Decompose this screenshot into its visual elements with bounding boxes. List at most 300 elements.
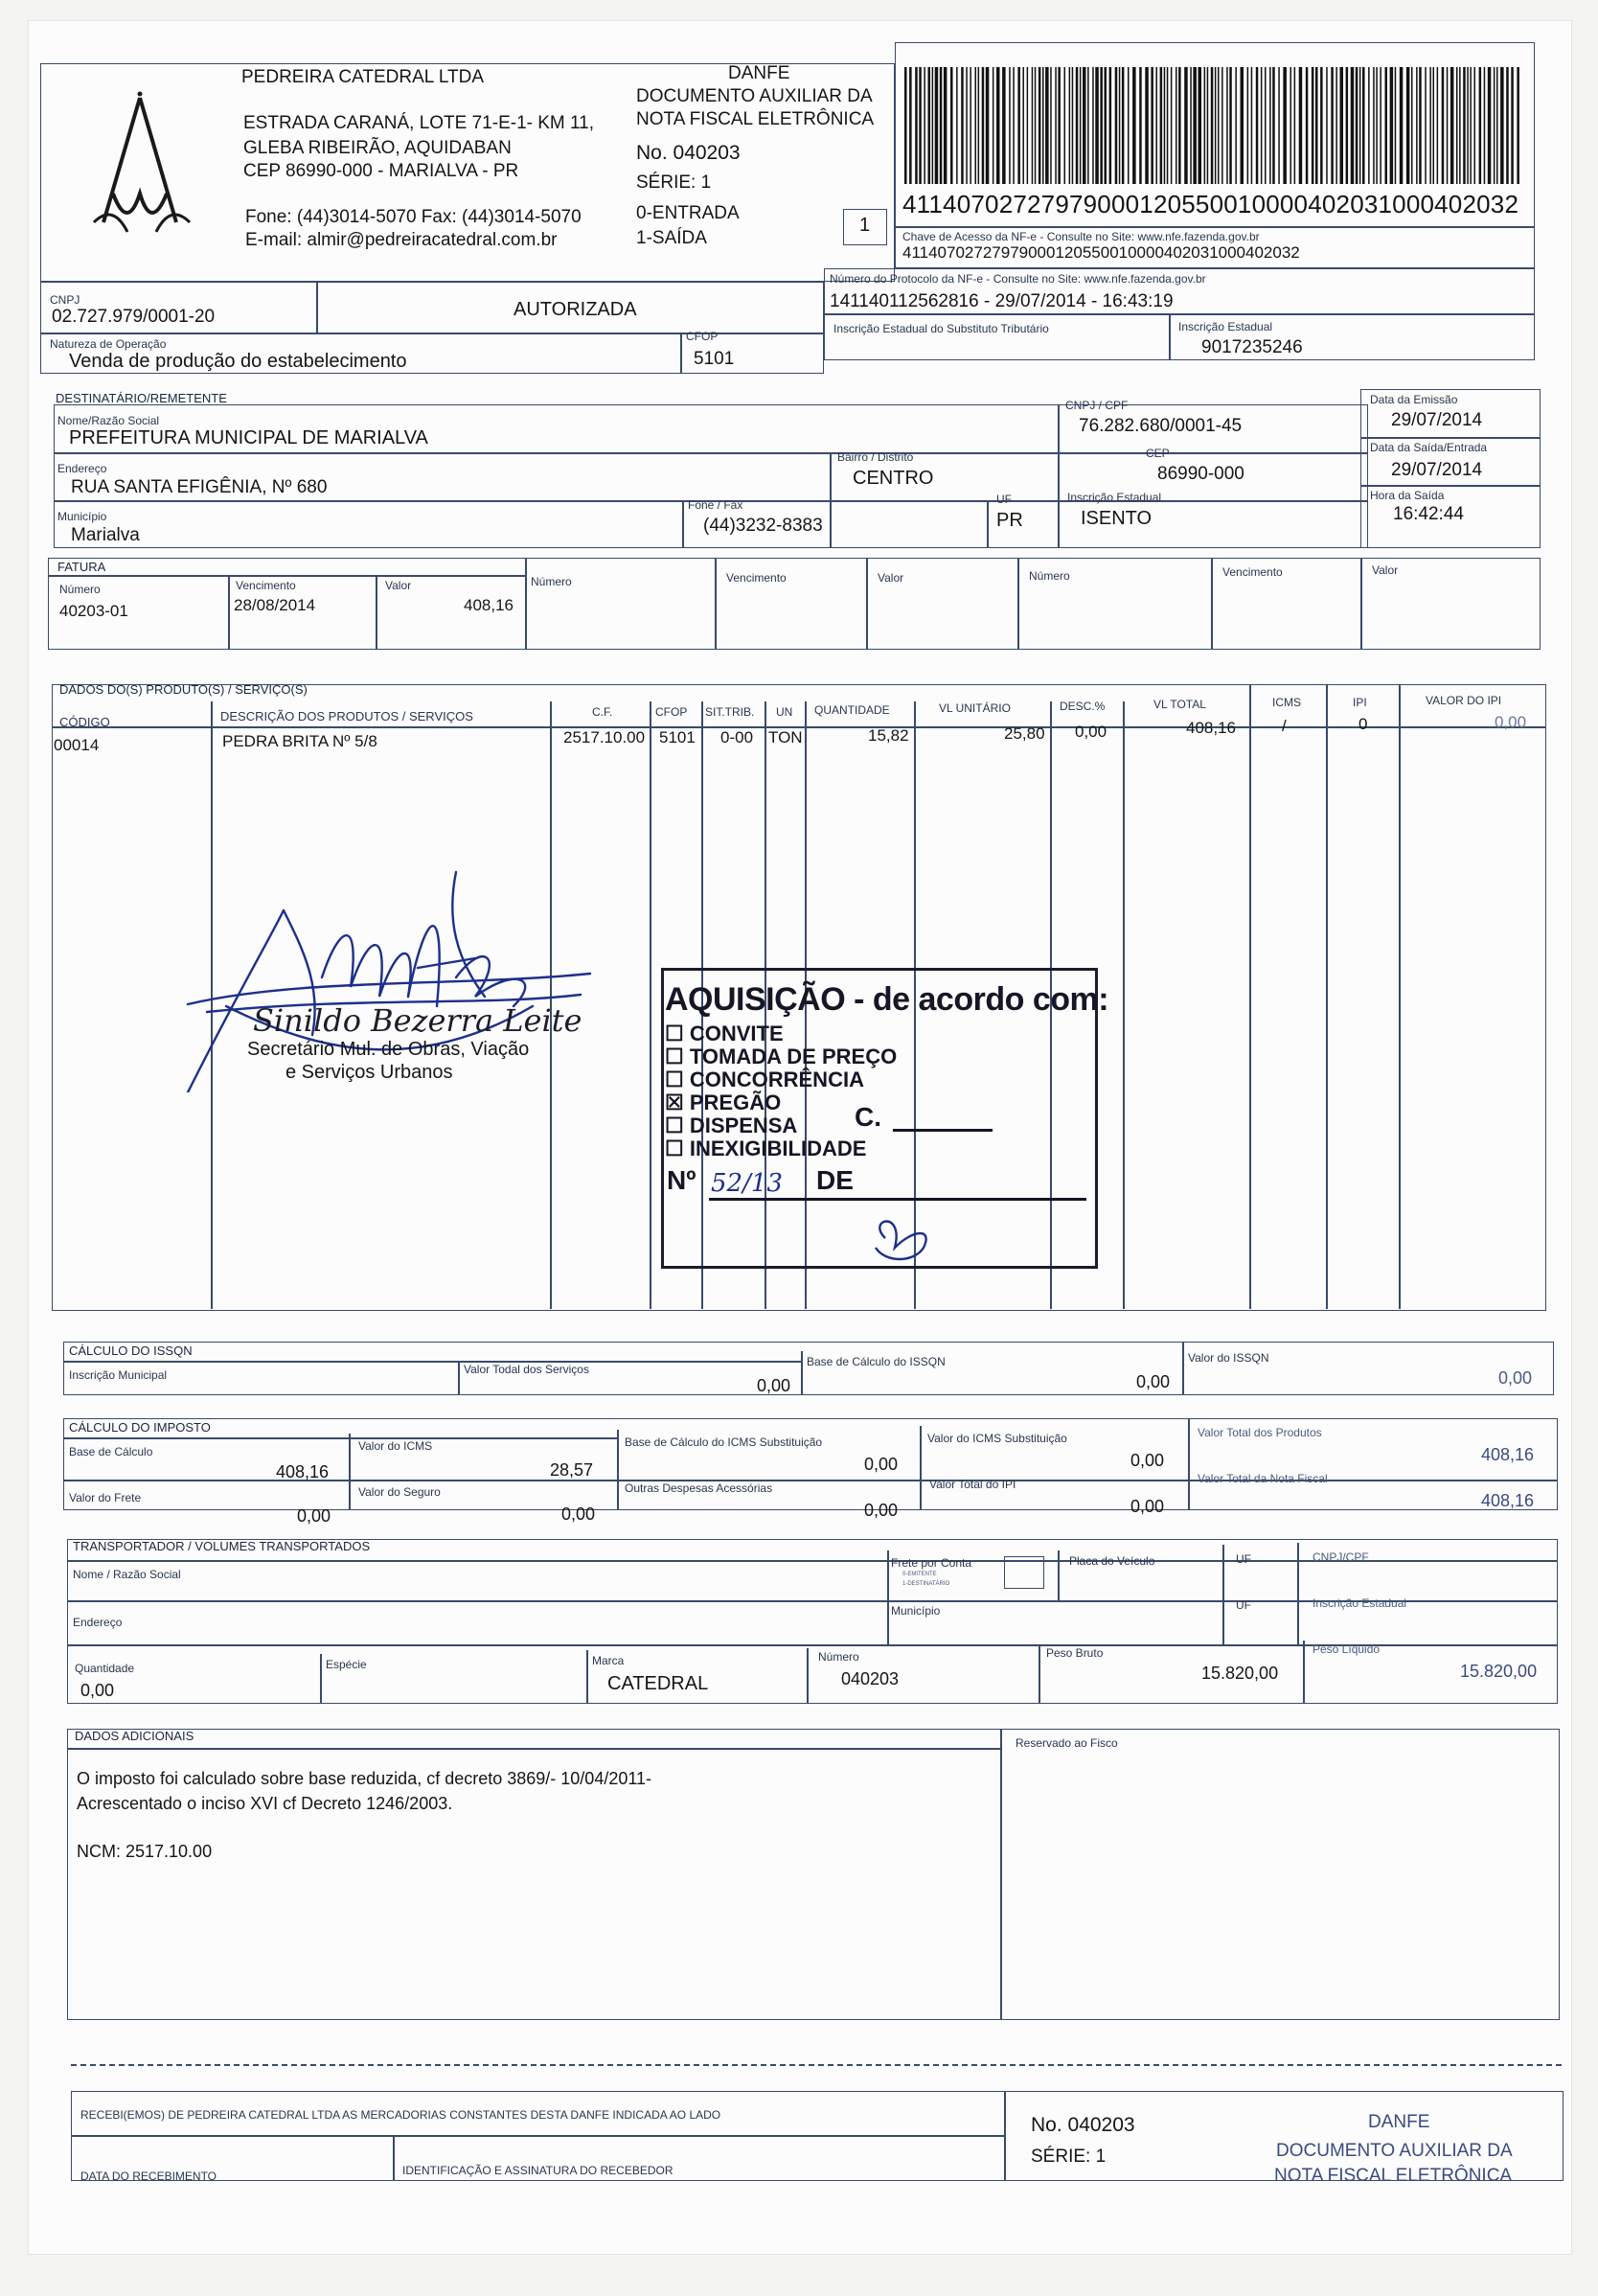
transp-uf2-label: UF [1236, 1598, 1251, 1612]
transp-frete-opt-2: 1-DESTINATÁRIO [902, 1581, 950, 1587]
barcode-bar [1373, 67, 1375, 184]
imp-base-st-label: Base de Cálculo do ICMS Substituição [625, 1435, 823, 1449]
barcode-bar [1235, 67, 1237, 184]
barcode-bar [1306, 67, 1309, 184]
barcode-bar [1064, 67, 1066, 184]
dest-ie-value: ISENTO [1081, 508, 1153, 529]
divider [1249, 684, 1251, 1309]
barcode-bar [961, 67, 964, 184]
barcode-bar [1164, 67, 1166, 184]
barcode-bar [1156, 67, 1158, 184]
divider [920, 1426, 922, 1510]
item-sit-trib: 0-00 [720, 728, 754, 746]
col-descricao: DESCRIÇÃO DOS PRODUTOS / SERVIÇOS [220, 709, 473, 723]
divider [1360, 558, 1362, 650]
item-valor-ipi: 0,00 [1495, 713, 1527, 731]
barcode-bar [978, 67, 980, 184]
barcode-bar [1312, 67, 1314, 184]
signature-role-2: e Serviços Urbanos [285, 1062, 453, 1083]
barcode-bar [1145, 67, 1149, 184]
barcode-bar [1058, 67, 1061, 184]
item-icms: / [1282, 717, 1287, 735]
danfe-serie: SÉRIE: 1 [636, 172, 712, 193]
barcode-bar [928, 67, 931, 184]
saida-label: Data da Saída/Entrada [1370, 441, 1488, 454]
divider [67, 1748, 1002, 1750]
barcode-bar [1080, 67, 1082, 184]
issqn-im-label: Inscrição Municipal [69, 1368, 168, 1382]
barcode-bar [932, 67, 934, 184]
divider [320, 1654, 322, 1704]
dest-bairro-value: CENTRO [853, 468, 934, 489]
barcode-bar [1002, 67, 1006, 184]
barcode-bar [1299, 67, 1303, 184]
barcode-bar [986, 67, 990, 184]
access-key-barcode [904, 67, 1523, 188]
dest-ie-label: Inscrição Estadual [1067, 491, 1162, 504]
barcode-bar [1087, 67, 1089, 184]
barcode-bar [1247, 67, 1249, 184]
imp-ipi-label: Valor Total do IPI [929, 1478, 1016, 1491]
transp-frete-checkbox[interactable] [1004, 1556, 1044, 1589]
signature-name: Sinildo Bezerra Leite [253, 1002, 582, 1039]
stamp-option-6: ☐ INEXIGIBILIDADE [665, 1137, 867, 1160]
col-ipi: IPI [1353, 696, 1367, 709]
barcode-bar [1320, 67, 1323, 184]
dest-cnpj-value: 76.282.680/0001-45 [1079, 416, 1243, 436]
divider [228, 575, 230, 650]
barcode-bar [1511, 67, 1514, 184]
ie-label: Inscrição Estadual [1178, 320, 1273, 333]
canhoto-recebemos: RECEBI(EMOS) DE PEDREIRA CATEDRAL LTDA AS MERCADORIAS CONSTANTES DESTA DANFE INDICADA AO LADO [80, 2108, 721, 2122]
barcode-bar [1359, 67, 1361, 184]
item-codigo: 00014 [54, 736, 100, 754]
barcode-bar [1160, 67, 1163, 184]
barcode-bar [1459, 67, 1461, 184]
divider [586, 1650, 588, 1704]
imp-icms-st-label: Valor do ICMS Substituição [927, 1432, 1067, 1445]
fatura-venc2-label: Vencimento [726, 571, 787, 585]
transp-marca-label: Marca [592, 1654, 625, 1667]
canhoto-data-label: DATA DO RECEBIMENTO [80, 2170, 217, 2183]
stamp-de-label: DE [816, 1165, 854, 1195]
barcode-bar [1076, 67, 1079, 184]
barcode-bar [1119, 67, 1121, 184]
danfe-saida: 1-SAÍDA [636, 228, 707, 248]
issqn-servicos-label: Valor Todal dos Serviços [464, 1363, 589, 1376]
divider [807, 1648, 809, 1704]
dest-endereco-label: Endereço [57, 462, 107, 475]
col-icms: ICMS [1272, 696, 1301, 709]
barcode-bar [1470, 67, 1472, 184]
item-cfop: 5101 [659, 728, 696, 746]
transp-qtd-value: 0,00 [80, 1681, 115, 1700]
barcode-bar [1488, 67, 1492, 184]
divider [715, 558, 717, 650]
barcode-bar [1500, 67, 1504, 184]
barcode-bar [956, 67, 958, 184]
dest-fone-label: Fone / Fax [688, 498, 743, 512]
natureza-value: Venda de produção do estabelecimento [69, 351, 407, 372]
imp-icms-label: Valor do ICMS [358, 1439, 433, 1453]
barcode-bar [940, 67, 943, 184]
barcode-bar [1017, 67, 1020, 184]
company-logo [84, 88, 199, 241]
col-un: UN [776, 705, 793, 719]
emitter-name: PEDREIRA CATEDRAL LTDA [241, 67, 485, 87]
stamp-option-1-label: CONVITE [689, 1022, 784, 1045]
stamp-date-line [709, 1198, 1086, 1201]
barcode-bar [1385, 67, 1388, 184]
dest-cnpj-label: CNPJ / CPF [1065, 399, 1129, 412]
barcode-bar [1494, 67, 1495, 184]
divider [1222, 1545, 1224, 1644]
divider [617, 1430, 619, 1510]
barcode-bar [915, 67, 918, 184]
stamp-c-line [893, 1129, 993, 1132]
barcode-bar [1055, 67, 1057, 184]
barcode-bar [1395, 67, 1397, 184]
cnpj-label: CNPJ [50, 293, 80, 307]
barcode-bar [1272, 67, 1275, 184]
item-descricao: PEDRA BRITA Nº 5/8 [222, 732, 377, 750]
stamp-option-6-label: INEXIGIBILIDADE [689, 1137, 867, 1160]
barcode-bar [1115, 67, 1118, 184]
issqn-servicos-value: 0,00 [757, 1376, 791, 1395]
dest-uf-value: PR [996, 510, 1023, 531]
fatura-venc3-label: Vencimento [1222, 565, 1283, 579]
barcode-bar [1456, 67, 1458, 184]
stamp-option-5-label: DISPENSA [689, 1114, 798, 1137]
barcode-bar [1356, 67, 1358, 184]
imp-base-st-value: 0,00 [864, 1455, 899, 1474]
adicionais-line-2: Acrescentado o inciso XVI cf Decreto 1246/2003. [77, 1794, 453, 1813]
divider [1326, 684, 1328, 1309]
emitter-email: E-mail: almir@pedreiracatedral.com.br [245, 230, 558, 250]
barcode-bar [1193, 67, 1197, 184]
barcode-bar [1269, 67, 1271, 184]
barcode-bar [909, 67, 912, 184]
canhoto-numero: No. 040203 [1031, 2114, 1135, 2136]
item-vl-unitario: 25,80 [1004, 724, 1045, 743]
barcode-bar [1411, 67, 1413, 184]
imp-frete-value: 0,00 [297, 1506, 331, 1526]
barcode-bar [1340, 67, 1344, 184]
danfe-entrada: 0-ENTRADA [636, 203, 740, 223]
divider [682, 500, 684, 548]
barcode-bar [1092, 67, 1094, 184]
barcode-bar [904, 67, 907, 184]
col-quantidade: QUANTIDADE [814, 703, 890, 717]
destinatario-section-title: DESTINATÁRIO/REMETENTE [56, 391, 227, 405]
divider [48, 575, 527, 577]
imp-icms-value: 28,57 [550, 1460, 594, 1480]
barcode-bar [1167, 67, 1169, 184]
initials-mark [866, 1209, 943, 1263]
divider [866, 558, 868, 650]
barcode-bar [1331, 67, 1334, 184]
fatura-valor2-label: Valor [878, 571, 904, 585]
barcode-bar [1221, 67, 1223, 184]
fisco-label: Reservado ao Fisco [1016, 1736, 1118, 1750]
transp-qtd-label: Quantidade [75, 1662, 135, 1675]
barcode-bar [950, 67, 953, 184]
col-vl-unitario: VL UNITÁRIO [939, 701, 1011, 715]
emitter-address-3: CEP 86990-000 - MARIALVA - PR [243, 161, 519, 181]
divider [1058, 452, 1060, 548]
issqn-base-label: Base de Cálculo do ISSQN [807, 1355, 946, 1368]
fatura-valor-value: 408,16 [464, 596, 514, 614]
barcode-bar [1506, 67, 1509, 184]
divider [1058, 1550, 1060, 1600]
barcode-bar [1042, 67, 1044, 184]
barcode-bar [1218, 67, 1220, 184]
barcode-bar [1226, 67, 1228, 184]
barcode-bar [1351, 67, 1355, 184]
dest-bairro-label: Bairro / Distrito [837, 450, 914, 464]
stamp-option-2: ☐ TOMADA DE PREÇO [665, 1045, 898, 1068]
canhoto-danfe-3: NOTA FISCAL ELETRÔNICA [1274, 2166, 1513, 2186]
transp-cnpj-label: CNPJ/CPF [1313, 1550, 1369, 1564]
item-cf: 2517.10.00 [563, 728, 646, 746]
stamp-title: AQUISIÇÃO - de acordo com: [665, 981, 1109, 1018]
emitter-address-1: ESTRADA CARANÁ, LOTE 71-E-1- KM 11, [243, 113, 595, 133]
barcode-bar [924, 67, 925, 184]
barcode-bar [1045, 67, 1049, 184]
item-quantidade: 15,82 [868, 726, 909, 745]
stamp-numero-value: 52/13 [711, 1169, 783, 1198]
dest-cep-value: 86990-000 [1157, 464, 1244, 484]
imp-seguro-value: 0,00 [561, 1504, 596, 1524]
transp-endereco-label: Endereço [73, 1616, 123, 1629]
barcode-bar [1400, 67, 1404, 184]
barcode-bar [1479, 67, 1482, 184]
imp-base-value: 408,16 [276, 1462, 330, 1481]
transp-peso-liq-label: Peso Líquido [1313, 1642, 1381, 1656]
stamp-option-2-label: TOMADA DE PREÇO [689, 1045, 898, 1068]
barcode-bar [1069, 67, 1071, 184]
imp-frete-label: Valor do Frete [69, 1491, 142, 1504]
barcode-bar [1419, 67, 1422, 184]
issqn-base-value: 0,00 [1136, 1372, 1171, 1391]
imp-ipi-value: 0,00 [1130, 1497, 1165, 1516]
barcode-bar [1474, 67, 1476, 184]
barcode-bar [1442, 67, 1445, 184]
stamp-c-label: C. [855, 1102, 881, 1132]
col-cf: C.F. [592, 705, 613, 719]
danfe-title-1: DANFE [728, 63, 790, 83]
barcode-bar [1109, 67, 1112, 184]
cut-line [71, 2064, 1562, 2066]
dest-name-value: PREFEITURA MUNICIPAL DE MARIALVA [69, 427, 428, 448]
divider [1399, 684, 1401, 1309]
transp-especie-label: Espécie [326, 1658, 367, 1671]
col-desc: DESC.% [1060, 700, 1106, 713]
canhoto-assinatura-label: IDENTIFICAÇÃO E ASSINATURA DO RECEBEDOR [402, 2164, 673, 2177]
produtos-section-title: DADOS DO(S) PRODUTO(S) / SERVIÇO(S) [59, 682, 308, 697]
barcode-bar [1013, 67, 1015, 184]
barcode-bar [1416, 67, 1418, 184]
stamp-option-3: ☐ CONCORRÊNCIA [665, 1068, 864, 1091]
col-vl-total: VL TOTAL [1153, 698, 1206, 711]
divider [680, 333, 682, 374]
fatura-numero-label: Número [59, 583, 101, 596]
imp-total-nota-label: Valor Total da Nota Fiscal [1198, 1472, 1328, 1485]
transp-frete-label: Frete por Conta [891, 1556, 972, 1570]
ie-value: 9017235246 [1201, 337, 1303, 357]
imp-outras-value: 0,00 [864, 1501, 899, 1520]
dest-fone-value: (44)3232-8383 [703, 516, 823, 536]
barcode-bar [1027, 67, 1029, 184]
barcode-bar [944, 67, 947, 184]
barcode-bar [966, 67, 968, 184]
adicionais-line-3: NCM: 2517.10.00 [77, 1842, 213, 1861]
barcode-bar [1437, 67, 1439, 184]
barcode-bar [1362, 67, 1365, 184]
divider [63, 1437, 619, 1439]
barcode-bar [1294, 67, 1296, 184]
signature-role-1: Secretário Mul. de Obras, Viação [247, 1039, 530, 1060]
barcode-bar [1184, 67, 1188, 184]
barcode-bar [1467, 67, 1469, 184]
divider [987, 500, 989, 548]
transp-municipio-label: Município [891, 1604, 941, 1618]
col-valor-ipi: VALOR DO IPI [1426, 694, 1502, 707]
fatura-numero3-label: Número [1029, 569, 1070, 583]
col-sit-trib: SIT.TRIB. [705, 705, 755, 719]
transp-numero-label: Número [818, 1650, 859, 1664]
fatura-venc-label: Vencimento [236, 579, 296, 592]
item-ipi: 0 [1358, 715, 1368, 733]
barcode-bar [1425, 67, 1427, 184]
issqn-box [63, 1342, 1554, 1395]
nfe-status: AUTORIZADA [514, 299, 637, 320]
access-key-big: 41140702727979000120550010000402031000402032 [902, 190, 1519, 218]
barcode-bar [1326, 67, 1328, 184]
divider [887, 1550, 889, 1644]
barcode-bar [1128, 67, 1130, 184]
barcode-bar [1198, 67, 1202, 184]
cnpj-value: 02.727.979/0001-20 [52, 307, 216, 327]
transp-peso-bruto-label: Peso Bruto [1046, 1646, 1104, 1660]
access-consult-label: Chave de Acesso da NF-e - Consulte no Site: www.nfe.fazenda.gov.br [902, 230, 1260, 243]
divider [801, 1351, 803, 1395]
imp-total-prod-label: Valor Total dos Produtos [1198, 1426, 1322, 1439]
divider [458, 1361, 460, 1395]
barcode-bar [1035, 67, 1037, 184]
barcode-bar [1132, 67, 1136, 184]
item-desc: 0,00 [1075, 723, 1107, 741]
access-key-small: 41140702727979000120550010000402031000402032 [902, 243, 1300, 262]
issqn-section-title: CÁLCULO DO ISSQN [69, 1343, 193, 1358]
barcode-bar [1447, 67, 1449, 184]
hora-value: 16:42:44 [1393, 504, 1464, 524]
dest-cep-label: CEP [1146, 447, 1170, 460]
dest-name-label: Nome/Razão Social [57, 414, 160, 427]
dest-uf-label: UF [996, 493, 1012, 506]
item-vl-total: 408,16 [1186, 719, 1236, 737]
issqn-valor-label: Valor do ISSQN [1188, 1351, 1269, 1365]
emitter-phone: Fone: (44)3014-5070 Fax: (44)3014-5070 [245, 207, 582, 227]
divider [650, 701, 651, 1309]
divider [393, 2135, 395, 2181]
canhoto-serie: SÉRIE: 1 [1031, 2147, 1107, 2167]
adicionais-line-1: O imposto foi calculado sobre base reduzida, cf decreto 3869/- 10/04/2011- [77, 1769, 652, 1788]
canhoto-danfe-2: DOCUMENTO AUXILIAR DA [1276, 2141, 1513, 2161]
barcode-bar [1241, 67, 1244, 184]
divider [1360, 437, 1541, 439]
fatura-venc-value: 28/08/2014 [234, 596, 316, 614]
natureza-label: Natureza de Operação [50, 337, 167, 351]
divider [1188, 1418, 1190, 1510]
hora-label: Hora da Saída [1370, 489, 1445, 502]
divider [71, 2135, 1006, 2137]
divider [63, 1361, 801, 1363]
adicionais-section-title: DADOS ADICIONAIS [75, 1729, 194, 1743]
fatura-valor-label: Valor [385, 579, 412, 592]
divider [525, 558, 527, 650]
barcode-bar [1023, 67, 1025, 184]
divider [895, 226, 1535, 228]
transp-peso-liq-value: 15.820,00 [1460, 1662, 1538, 1681]
barcode-bar [1050, 67, 1052, 184]
barcode-bar [1368, 67, 1370, 184]
barcode-bar [1429, 67, 1431, 184]
divider [1039, 1644, 1040, 1704]
barcode-bar [1171, 67, 1173, 184]
barcode-bar [982, 67, 985, 184]
fatura-section-title: FATURA [57, 560, 106, 574]
divider [1058, 404, 1060, 452]
divider [349, 1434, 351, 1510]
stamp-option-4: ☒ PREGÃO [665, 1091, 782, 1114]
barcode-bar [996, 67, 1000, 184]
barcode-bar [1039, 67, 1041, 184]
barcode-bar [1390, 67, 1394, 184]
stamp-numero-prefix: Nº [667, 1165, 696, 1195]
divider [1017, 558, 1019, 650]
emissao-value: 29/07/2014 [1391, 410, 1483, 430]
emissao-label: Data da Emissão [1370, 393, 1458, 406]
transp-peso-bruto-value: 15.820,00 [1201, 1664, 1279, 1683]
barcode-bar [1100, 67, 1103, 184]
emitter-address-2: GLEBA RIBEIRÃO, AQUIDABAN [243, 138, 512, 158]
barcode-bar [1335, 67, 1337, 184]
barcode-bar [1265, 67, 1267, 184]
ie-substituto-label: Inscrição Estadual do Substituto Tributário [833, 322, 1049, 335]
divider [1000, 1729, 1002, 2020]
divider [1211, 558, 1213, 650]
barcode-bar [1009, 67, 1011, 184]
barcode-bar [1315, 67, 1318, 184]
issqn-valor-value: 0,00 [1498, 1368, 1533, 1388]
item-un: TON [768, 728, 803, 746]
barcode-bar [1176, 67, 1177, 184]
imp-icms-st-value: 0,00 [1130, 1451, 1165, 1470]
transp-uf-label: UF [1236, 1552, 1251, 1566]
barcode-bar [1178, 67, 1181, 184]
divider [316, 282, 318, 333]
barcode-bar [1139, 67, 1142, 184]
barcode-bar [1261, 67, 1263, 184]
barcode-bar [935, 67, 939, 184]
dest-municipio-label: Município [57, 510, 107, 523]
danfe-title-3: NOTA FISCAL ELETRÔNICA [636, 109, 875, 129]
barcode-bar [1204, 67, 1206, 184]
divider [1297, 1543, 1299, 1644]
imp-base-label: Base de Cálculo [69, 1445, 153, 1458]
barcode-bar [1433, 67, 1435, 184]
